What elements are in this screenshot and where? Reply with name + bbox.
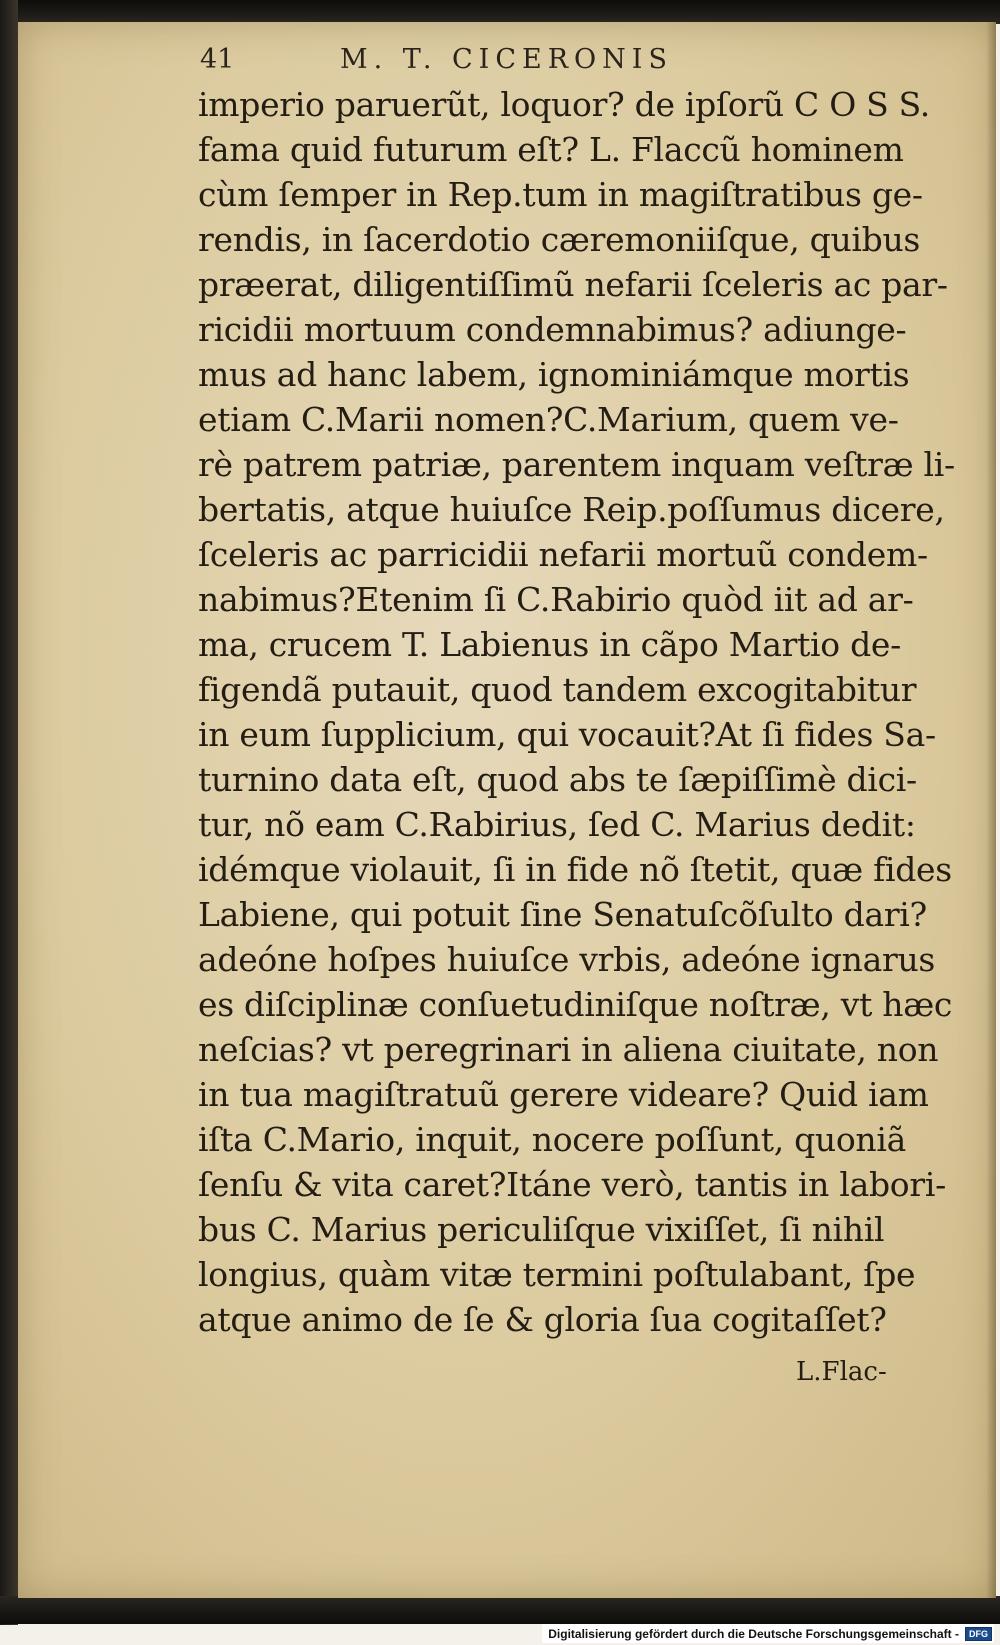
text-line: longius, quàm vitæ termini poſtulabant, ſpe <box>198 1255 916 1294</box>
text-line: figendã putauit, quod tandem excogitabitur <box>198 670 917 709</box>
text-line: fama quid futurum eſt? L. Flaccũ hominem <box>198 130 904 169</box>
dfg-logo-icon: DFG <box>965 1627 992 1641</box>
text-line: neſcias? vt peregrinari in aliena ciuitate, non <box>198 1030 939 1069</box>
page-fold-shadow <box>986 22 996 1598</box>
scan-top-edge <box>0 0 1000 24</box>
text-line: tur, nõ eam C.Rabirius, ſed C. Marius dedit: <box>198 805 916 844</box>
text-line: nabimus?Etenim ſi C.Rabirio quòd iit ad ar- <box>198 580 914 619</box>
text-line: iſta C.Mario, inquit, nocere poſſunt, quoniã <box>198 1120 906 1159</box>
body-text <box>198 82 955 1342</box>
text-line: ricidii mortuum condemnabimus? adiunge- <box>198 310 907 349</box>
text-line: idémque violauit, ſi in fide nõ ſtetit, quæ fides <box>198 850 952 889</box>
text-line: mus ad hanc labem, ignominiámque mortis <box>198 355 910 394</box>
text-line: es diſciplinæ conſuetudiniſque noſtræ, vt hæc <box>198 985 953 1024</box>
page-number: 41 <box>200 44 235 75</box>
page-header <box>200 40 760 80</box>
catchword: L.Flac- <box>796 1357 887 1387</box>
text-line: turnino data eſt, quod abs te ſæpiſſimè dici- <box>198 760 917 799</box>
text-line: cùm ſemper in Rep.tum in magiſtratibus ge- <box>198 175 923 214</box>
text-line: bertatis, atque huiuſce Reip.poſſumus dicere, <box>198 490 945 529</box>
text-line: rendis, in ſacerdotio cæremoniiſque, quibus <box>198 220 921 259</box>
text-line: præerat, diligentiſſimũ nefarii ſceleris ac par- <box>198 265 948 304</box>
digitization-footer <box>542 1624 994 1643</box>
footer-credit: Digitalisierung gefördert durch die Deutsche Forschungsgemeinschaft - <box>548 1626 959 1641</box>
text-line: ma, crucem T. Labienus in cãpo Martio de- <box>198 625 901 664</box>
text-line: bus C. Marius periculiſque vixiſſet, ſi nihil <box>198 1210 885 1249</box>
text-line: rè patrem patriæ, parentem inquam veſtræ li- <box>198 445 955 484</box>
scan-left-edge <box>0 0 18 1625</box>
text-line: Labiene, qui potuit ſine Senatuſcõſulto dari? <box>198 895 927 934</box>
text-line: adeóne hoſpes huiuſce vrbis, adeóne ignarus <box>198 940 936 979</box>
text-line: ſenſu & vita caret?Itáne verò, tantis in labori- <box>198 1165 946 1204</box>
text-line: imperio paruerũt, loquor? de ipſorũ C O S S. <box>198 85 930 124</box>
text-line: in tua magiſtratuũ gerere videare? Quid iam <box>198 1075 929 1114</box>
running-head: M. T. CICERONIS <box>340 44 673 75</box>
text-line: in eum ſupplicium, qui vocauit?At ſi fides Sa- <box>198 715 936 754</box>
text-line: etiam C.Marii nomen?C.Marium, quem ve- <box>198 400 899 439</box>
scan-bottom-edge <box>0 1596 1000 1624</box>
text-line: ſceleris ac parricidii nefarii mortuũ condem- <box>198 535 928 574</box>
text-line: atque animo de ſe & gloria ſua cogitaſſet? <box>198 1300 887 1339</box>
